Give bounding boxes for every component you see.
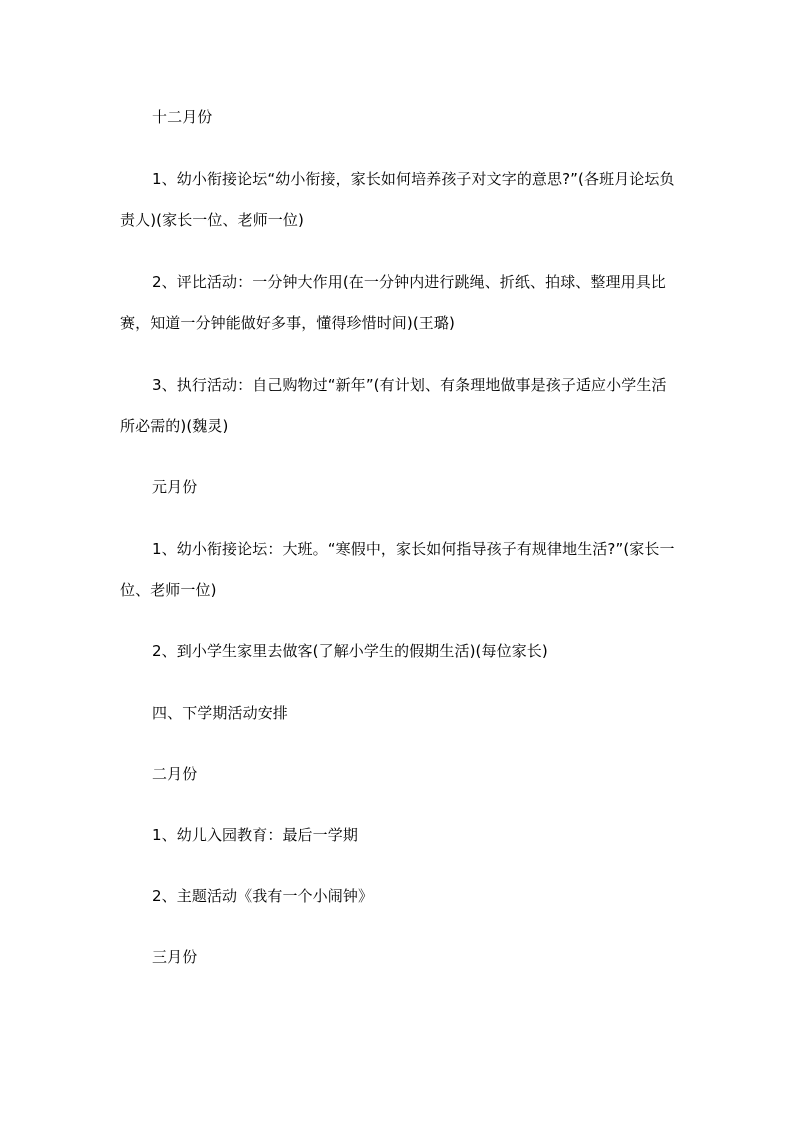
heading-december: 十二月份 — [152, 108, 213, 126]
paragraph-january-item-2: 2、到小学生家里去做客(了解小学生的假期生活)(每位家长) — [152, 642, 548, 660]
paragraph-february-item-1: 1、幼儿入园教育：最后一学期 — [152, 826, 358, 844]
heading-next-semester: 四、下学期活动安排 — [152, 704, 288, 722]
heading-february: 二月份 — [152, 765, 198, 783]
paragraph-february-item-2: 2、主题活动《我有一个小闹钟》 — [152, 887, 374, 905]
heading-january: 元月份 — [152, 478, 198, 496]
paragraph-january-item-1: 1、幼小衔接论坛：大班。“寒假中，家长如何指导孩子有规律地生活?”(家长一位、老师一位) — [120, 540, 675, 599]
paragraph-december-item-2: 2、评比活动：一分钟大作用(在一分钟内进行跳绳、折纸、拍球、整理用具比赛，知道一分钟能做好多事，懂得珍惜时间)(王璐) — [120, 273, 666, 332]
paragraph-december-item-3: 3、执行活动：自己购物过“新年”(有计划、有条理地做事是孩子适应小学生活所必需的)(魏灵) — [120, 376, 667, 435]
heading-march: 三月份 — [152, 948, 198, 966]
paragraph-december-item-1: 1、幼小衔接论坛“幼小衔接，家长如何培养孩子对文字的意思?”(各班月论坛负责人)(家长一位、老师一位) — [120, 170, 675, 229]
